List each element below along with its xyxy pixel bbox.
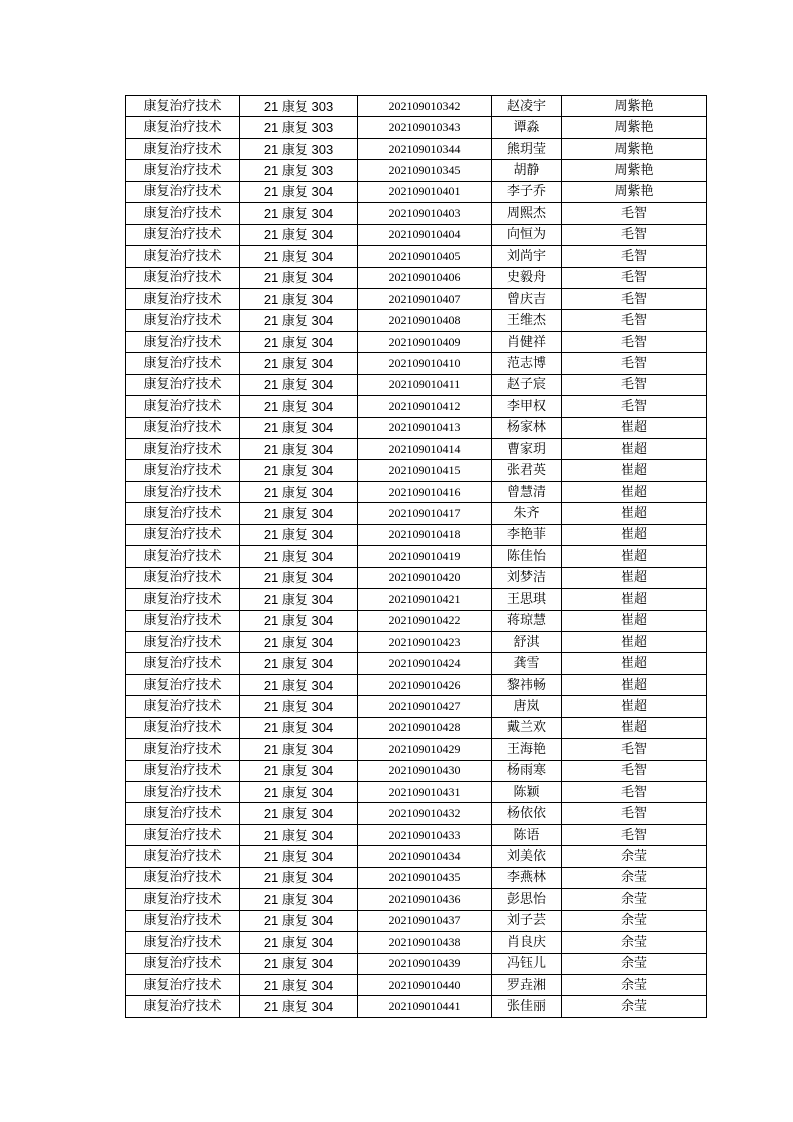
student-name-cell: 朱齐 — [492, 503, 562, 524]
class-cell: 21 康复 304 — [240, 481, 358, 502]
major-cell: 康复治疗技术 — [126, 996, 240, 1017]
major-cell: 康复治疗技术 — [126, 824, 240, 845]
class-cell: 21 康复 304 — [240, 631, 358, 652]
student-name-cell: 张佳丽 — [492, 996, 562, 1017]
teacher-cell: 余莹 — [562, 953, 707, 974]
table-row — [126, 267, 707, 288]
student-name-cell: 刘子芸 — [492, 910, 562, 931]
student-name-cell: 李甲权 — [492, 396, 562, 417]
class-cell: 21 康复 304 — [240, 760, 358, 781]
major-cell: 康复治疗技术 — [126, 524, 240, 545]
student-id-cell: 202109010423 — [358, 631, 492, 652]
class-cell: 21 康复 304 — [240, 417, 358, 438]
teacher-cell: 余莹 — [562, 932, 707, 953]
teacher-cell: 毛智 — [562, 824, 707, 845]
student-name-cell: 唐岚 — [492, 696, 562, 717]
class-cell: 21 康复 304 — [240, 331, 358, 352]
class-cell: 21 康复 304 — [240, 503, 358, 524]
student-name-cell: 刘尚宇 — [492, 246, 562, 267]
class-cell: 21 康复 304 — [240, 696, 358, 717]
student-name-cell: 李子乔 — [492, 181, 562, 202]
table-row — [126, 974, 707, 995]
table-row — [126, 96, 707, 117]
major-cell: 康复治疗技术 — [126, 803, 240, 824]
table-row — [126, 610, 707, 631]
table-row — [126, 717, 707, 738]
class-cell: 21 康复 304 — [240, 546, 358, 567]
table-row — [126, 674, 707, 695]
class-cell: 21 康复 304 — [240, 374, 358, 395]
student-id-cell: 202109010403 — [358, 203, 492, 224]
student-id-cell: 202109010342 — [358, 96, 492, 117]
student-id-cell: 202109010432 — [358, 803, 492, 824]
major-cell: 康复治疗技术 — [126, 696, 240, 717]
major-cell: 康复治疗技术 — [126, 246, 240, 267]
teacher-cell: 崔超 — [562, 524, 707, 545]
major-cell: 康复治疗技术 — [126, 460, 240, 481]
student-name-cell: 谭淼 — [492, 117, 562, 138]
student-id-cell: 202109010439 — [358, 953, 492, 974]
teacher-cell: 崔超 — [562, 481, 707, 502]
student-id-cell: 202109010438 — [358, 932, 492, 953]
student-name-cell: 曹家玥 — [492, 439, 562, 460]
student-name-cell: 李燕林 — [492, 867, 562, 888]
student-id-cell: 202109010344 — [358, 138, 492, 159]
teacher-cell: 毛智 — [562, 353, 707, 374]
student-name-cell: 彭思怡 — [492, 889, 562, 910]
student-name-cell: 熊玥莹 — [492, 138, 562, 159]
table-row — [126, 910, 707, 931]
student-name-cell: 曾庆吉 — [492, 288, 562, 309]
table-row — [126, 138, 707, 159]
teacher-cell: 崔超 — [562, 589, 707, 610]
teacher-cell: 周紫艳 — [562, 181, 707, 202]
teacher-cell: 余莹 — [562, 996, 707, 1017]
table-row — [126, 803, 707, 824]
teacher-cell: 余莹 — [562, 974, 707, 995]
class-cell: 21 康复 304 — [240, 867, 358, 888]
teacher-cell: 崔超 — [562, 717, 707, 738]
student-id-cell: 202109010405 — [358, 246, 492, 267]
table-row — [126, 953, 707, 974]
class-cell: 21 康复 304 — [240, 974, 358, 995]
student-id-cell: 202109010407 — [358, 288, 492, 309]
teacher-cell: 毛智 — [562, 288, 707, 309]
class-cell: 21 康复 304 — [240, 460, 358, 481]
table-row — [126, 481, 707, 502]
table-row — [126, 117, 707, 138]
student-name-cell: 王思琪 — [492, 589, 562, 610]
major-cell: 康复治疗技术 — [126, 953, 240, 974]
roster-body — [126, 96, 707, 1018]
teacher-cell: 崔超 — [562, 417, 707, 438]
student-id-cell: 202109010408 — [358, 310, 492, 331]
teacher-cell: 崔超 — [562, 631, 707, 652]
student-name-cell: 曾慧清 — [492, 481, 562, 502]
student-id-cell: 202109010410 — [358, 353, 492, 374]
table-row — [126, 760, 707, 781]
class-cell: 21 康复 304 — [240, 567, 358, 588]
class-cell: 21 康复 304 — [240, 224, 358, 245]
student-name-cell: 杨雨寒 — [492, 760, 562, 781]
student-id-cell: 202109010426 — [358, 674, 492, 695]
table-row — [126, 503, 707, 524]
student-name-cell: 赵子宸 — [492, 374, 562, 395]
major-cell: 康复治疗技术 — [126, 631, 240, 652]
class-cell: 21 康复 304 — [240, 203, 358, 224]
student-name-cell: 杨家林 — [492, 417, 562, 438]
student-name-cell: 蒋琼慧 — [492, 610, 562, 631]
table-row — [126, 160, 707, 181]
major-cell: 康复治疗技术 — [126, 353, 240, 374]
major-cell: 康复治疗技术 — [126, 331, 240, 352]
table-row — [126, 224, 707, 245]
student-id-cell: 202109010413 — [358, 417, 492, 438]
major-cell: 康复治疗技术 — [126, 481, 240, 502]
table-row — [126, 846, 707, 867]
student-id-cell: 202109010440 — [358, 974, 492, 995]
major-cell: 康复治疗技术 — [126, 567, 240, 588]
class-cell: 21 康复 303 — [240, 117, 358, 138]
student-id-cell: 202109010427 — [358, 696, 492, 717]
class-cell: 21 康复 304 — [240, 824, 358, 845]
student-name-cell: 王维杰 — [492, 310, 562, 331]
table-row — [126, 631, 707, 652]
table-row — [126, 524, 707, 545]
teacher-cell: 余莹 — [562, 910, 707, 931]
major-cell: 康复治疗技术 — [126, 181, 240, 202]
teacher-cell: 周紫艳 — [562, 96, 707, 117]
teacher-cell: 崔超 — [562, 674, 707, 695]
major-cell: 康复治疗技术 — [126, 224, 240, 245]
major-cell: 康复治疗技术 — [126, 910, 240, 931]
teacher-cell: 崔超 — [562, 439, 707, 460]
table-row — [126, 782, 707, 803]
table-row — [126, 653, 707, 674]
teacher-cell: 周紫艳 — [562, 117, 707, 138]
table-row — [126, 203, 707, 224]
student-id-cell: 202109010441 — [358, 996, 492, 1017]
major-cell: 康复治疗技术 — [126, 610, 240, 631]
student-id-cell: 202109010414 — [358, 439, 492, 460]
class-cell: 21 康复 304 — [240, 288, 358, 309]
table-row — [126, 889, 707, 910]
teacher-cell: 崔超 — [562, 546, 707, 567]
class-cell: 21 康复 304 — [240, 889, 358, 910]
table-row — [126, 181, 707, 202]
class-cell: 21 康复 304 — [240, 353, 358, 374]
teacher-cell: 崔超 — [562, 653, 707, 674]
class-cell: 21 康复 304 — [240, 246, 358, 267]
table-row — [126, 288, 707, 309]
teacher-cell: 余莹 — [562, 867, 707, 888]
class-cell: 21 康复 304 — [240, 396, 358, 417]
major-cell: 康复治疗技术 — [126, 974, 240, 995]
major-cell: 康复治疗技术 — [126, 374, 240, 395]
major-cell: 康复治疗技术 — [126, 546, 240, 567]
major-cell: 康复治疗技术 — [126, 267, 240, 288]
class-cell: 21 康复 304 — [240, 996, 358, 1017]
student-id-cell: 202109010436 — [358, 889, 492, 910]
teacher-cell: 毛智 — [562, 224, 707, 245]
class-cell: 21 康复 304 — [240, 739, 358, 760]
student-id-cell: 202109010424 — [358, 653, 492, 674]
class-cell: 21 康复 303 — [240, 138, 358, 159]
student-roster-table — [125, 95, 707, 1018]
class-cell: 21 康复 304 — [240, 267, 358, 288]
teacher-cell: 周紫艳 — [562, 160, 707, 181]
class-cell: 21 康复 304 — [240, 803, 358, 824]
table-row — [126, 996, 707, 1017]
student-name-cell: 肖良庆 — [492, 932, 562, 953]
student-name-cell: 李艳菲 — [492, 524, 562, 545]
major-cell: 康复治疗技术 — [126, 138, 240, 159]
major-cell: 康复治疗技术 — [126, 760, 240, 781]
table-row — [126, 546, 707, 567]
table-row — [126, 310, 707, 331]
class-cell: 21 康复 304 — [240, 310, 358, 331]
major-cell: 康复治疗技术 — [126, 717, 240, 738]
class-cell: 21 康复 303 — [240, 160, 358, 181]
teacher-cell: 毛智 — [562, 803, 707, 824]
class-cell: 21 康复 304 — [240, 653, 358, 674]
teacher-cell: 毛智 — [562, 331, 707, 352]
table-row — [126, 331, 707, 352]
student-name-cell: 范志博 — [492, 353, 562, 374]
student-id-cell: 202109010430 — [358, 760, 492, 781]
student-id-cell: 202109010411 — [358, 374, 492, 395]
teacher-cell: 毛智 — [562, 760, 707, 781]
class-cell: 21 康复 304 — [240, 674, 358, 695]
major-cell: 康复治疗技术 — [126, 203, 240, 224]
student-name-cell: 龚雪 — [492, 653, 562, 674]
class-cell: 21 康复 304 — [240, 610, 358, 631]
major-cell: 康复治疗技术 — [126, 932, 240, 953]
major-cell: 康复治疗技术 — [126, 867, 240, 888]
table-row — [126, 417, 707, 438]
major-cell: 康复治疗技术 — [126, 739, 240, 760]
student-name-cell: 罗垚湘 — [492, 974, 562, 995]
major-cell: 康复治疗技术 — [126, 417, 240, 438]
student-id-cell: 202109010422 — [358, 610, 492, 631]
major-cell: 康复治疗技术 — [126, 889, 240, 910]
table-row — [126, 374, 707, 395]
student-name-cell: 周熙杰 — [492, 203, 562, 224]
student-name-cell: 陈语 — [492, 824, 562, 845]
class-cell: 21 康复 304 — [240, 846, 358, 867]
student-id-cell: 202109010409 — [358, 331, 492, 352]
table-row — [126, 460, 707, 481]
class-cell: 21 康复 304 — [240, 717, 358, 738]
teacher-cell: 毛智 — [562, 246, 707, 267]
teacher-cell: 毛智 — [562, 374, 707, 395]
student-name-cell: 史毅舟 — [492, 267, 562, 288]
student-id-cell: 202109010421 — [358, 589, 492, 610]
teacher-cell: 毛智 — [562, 203, 707, 224]
major-cell: 康复治疗技术 — [126, 782, 240, 803]
student-name-cell: 刘美依 — [492, 846, 562, 867]
table-row — [126, 246, 707, 267]
class-cell: 21 康复 304 — [240, 782, 358, 803]
table-row — [126, 567, 707, 588]
teacher-cell: 毛智 — [562, 310, 707, 331]
student-name-cell: 陈颖 — [492, 782, 562, 803]
major-cell: 康复治疗技术 — [126, 310, 240, 331]
student-id-cell: 202109010429 — [358, 739, 492, 760]
class-cell: 21 康复 304 — [240, 953, 358, 974]
student-name-cell: 陈佳怡 — [492, 546, 562, 567]
student-name-cell: 向恒为 — [492, 224, 562, 245]
student-id-cell: 202109010419 — [358, 546, 492, 567]
table-row — [126, 932, 707, 953]
major-cell: 康复治疗技术 — [126, 503, 240, 524]
student-name-cell: 黎祎畅 — [492, 674, 562, 695]
teacher-cell: 余莹 — [562, 889, 707, 910]
major-cell: 康复治疗技术 — [126, 653, 240, 674]
student-id-cell: 202109010420 — [358, 567, 492, 588]
student-name-cell: 张君英 — [492, 460, 562, 481]
student-name-cell: 杨依依 — [492, 803, 562, 824]
major-cell: 康复治疗技术 — [126, 288, 240, 309]
major-cell: 康复治疗技术 — [126, 396, 240, 417]
student-name-cell: 冯钰儿 — [492, 953, 562, 974]
table-row — [126, 439, 707, 460]
student-id-cell: 202109010428 — [358, 717, 492, 738]
teacher-cell: 崔超 — [562, 460, 707, 481]
major-cell: 康复治疗技术 — [126, 846, 240, 867]
student-name-cell: 赵凌宇 — [492, 96, 562, 117]
student-id-cell: 202109010416 — [358, 481, 492, 502]
class-cell: 21 康复 304 — [240, 524, 358, 545]
student-id-cell: 202109010435 — [358, 867, 492, 888]
table-row — [126, 696, 707, 717]
student-id-cell: 202109010418 — [358, 524, 492, 545]
student-name-cell: 刘梦洁 — [492, 567, 562, 588]
class-cell: 21 康复 304 — [240, 181, 358, 202]
class-cell: 21 康复 304 — [240, 589, 358, 610]
table-row — [126, 353, 707, 374]
student-id-cell: 202109010433 — [358, 824, 492, 845]
student-name-cell: 舒淇 — [492, 631, 562, 652]
major-cell: 康复治疗技术 — [126, 439, 240, 460]
student-id-cell: 202109010434 — [358, 846, 492, 867]
student-id-cell: 202109010437 — [358, 910, 492, 931]
teacher-cell: 毛智 — [562, 267, 707, 288]
student-id-cell: 202109010345 — [358, 160, 492, 181]
class-cell: 21 康复 304 — [240, 910, 358, 931]
student-id-cell: 202109010415 — [358, 460, 492, 481]
table-row — [126, 396, 707, 417]
student-name-cell: 戴兰欢 — [492, 717, 562, 738]
table-row — [126, 589, 707, 610]
teacher-cell: 崔超 — [562, 503, 707, 524]
student-name-cell: 肖健祥 — [492, 331, 562, 352]
major-cell: 康复治疗技术 — [126, 117, 240, 138]
teacher-cell: 崔超 — [562, 610, 707, 631]
student-id-cell: 202109010412 — [358, 396, 492, 417]
table-row — [126, 824, 707, 845]
teacher-cell: 余莹 — [562, 846, 707, 867]
table-row — [126, 739, 707, 760]
student-name-cell: 王海艳 — [492, 739, 562, 760]
major-cell: 康复治疗技术 — [126, 589, 240, 610]
table-row — [126, 867, 707, 888]
teacher-cell: 毛智 — [562, 782, 707, 803]
student-name-cell: 胡静 — [492, 160, 562, 181]
teacher-cell: 崔超 — [562, 567, 707, 588]
major-cell: 康复治疗技术 — [126, 160, 240, 181]
student-id-cell: 202109010343 — [358, 117, 492, 138]
student-id-cell: 202109010417 — [358, 503, 492, 524]
class-cell: 21 康复 303 — [240, 96, 358, 117]
student-id-cell: 202109010404 — [358, 224, 492, 245]
class-cell: 21 康复 304 — [240, 932, 358, 953]
teacher-cell: 毛智 — [562, 739, 707, 760]
major-cell: 康复治疗技术 — [126, 674, 240, 695]
student-id-cell: 202109010401 — [358, 181, 492, 202]
class-cell: 21 康复 304 — [240, 439, 358, 460]
teacher-cell: 毛智 — [562, 396, 707, 417]
student-id-cell: 202109010431 — [358, 782, 492, 803]
major-cell: 康复治疗技术 — [126, 96, 240, 117]
student-id-cell: 202109010406 — [358, 267, 492, 288]
teacher-cell: 崔超 — [562, 696, 707, 717]
teacher-cell: 周紫艳 — [562, 138, 707, 159]
